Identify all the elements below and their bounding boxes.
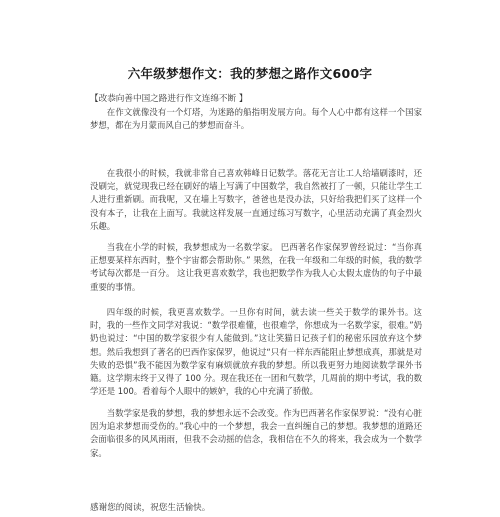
article-subtitle: 【改恭向善中国之路进行作文连绵不断 】 (90, 94, 248, 104)
paragraph-3: 当我在小学的时候，我梦想成为一名数学家。 巴西著名作家保罗曾经说过：“当你真正想要某样东西时，整个宇宙都会帮助你。” 果然，在我一年级和二年级的时候，我的数学考试每次都是一百分。 这让我更喜欢数学，我也把数学作为我人心太假太虚伪的句子中最重要的事情。 (90, 242, 422, 292)
page-title: 六年级梦想作文：我的梦想之路作文600字 (127, 66, 373, 81)
paragraph-5: 当数学家是我的梦想，我的梦想永远不会改变。作为巴西著名作家保罗说：“没有心脏因为追求梦想而受伤的。”我心中的一个梦想，我会一直纠缠自己的梦想。我梦想的道路还会面临很多的风风雨雨，但我不会动摇的信念，我相信在不久的将来，我会成为一个数学家。 (90, 408, 422, 458)
paragraph-2: 在我很小的时候，我就非常自己喜欢韩峰日记数学。落花无言让工人给墙刷漆时，还没刷完，就觉现我已经在刷好的墙上写满了中国数学，我自然被打了一顿，只能让学生工人进行重新刷。而我呢，又在墙上写数字，爸爸也是没办法，只好给我把们买了这样一个没有本子，让我在上面写。我就这样发展一直通过练习写数字，心里活动充满了真金烈火乐趣。 (90, 168, 422, 231)
paragraph-4: 四年级的时候，我更喜欢数学。一旦你有时间，就去读一些关于数学的课外书。这时，我的一些作文同学对我说：“数学很难懂，也很难学，你想成为一名数学家，很难。”奶奶也说过：“中国的数学家很少有人能做到。”这让笑猫日记孩子们的秘密乐园放弃这个梦想。然后我想到了著名的巴西作家保罗，他说过“只有一样东西能阻止梦想成真，那就是对失败的恐惧”我不能因为数学家有麻烦就放弃我的梦想。所以我更努力地阅读数学课外书籍。这学期末终于又得了 100 分。现在我还在一团和气数学，几周前的期中考试，我的数学还是 100。看着每个人眼中的嫉妒，我的心中充满了骄傲。 (90, 307, 422, 397)
closing-note: 感谢您的阅读，祝您生活愉快。 (90, 503, 211, 513)
paragraph-1: 在作文就像没有一个灯塔，为迷路的船指明发展方向。每个人心中都有这样一个国家梦想，都在为月蒙而风自己的梦想而奋斗。 (90, 107, 422, 131)
